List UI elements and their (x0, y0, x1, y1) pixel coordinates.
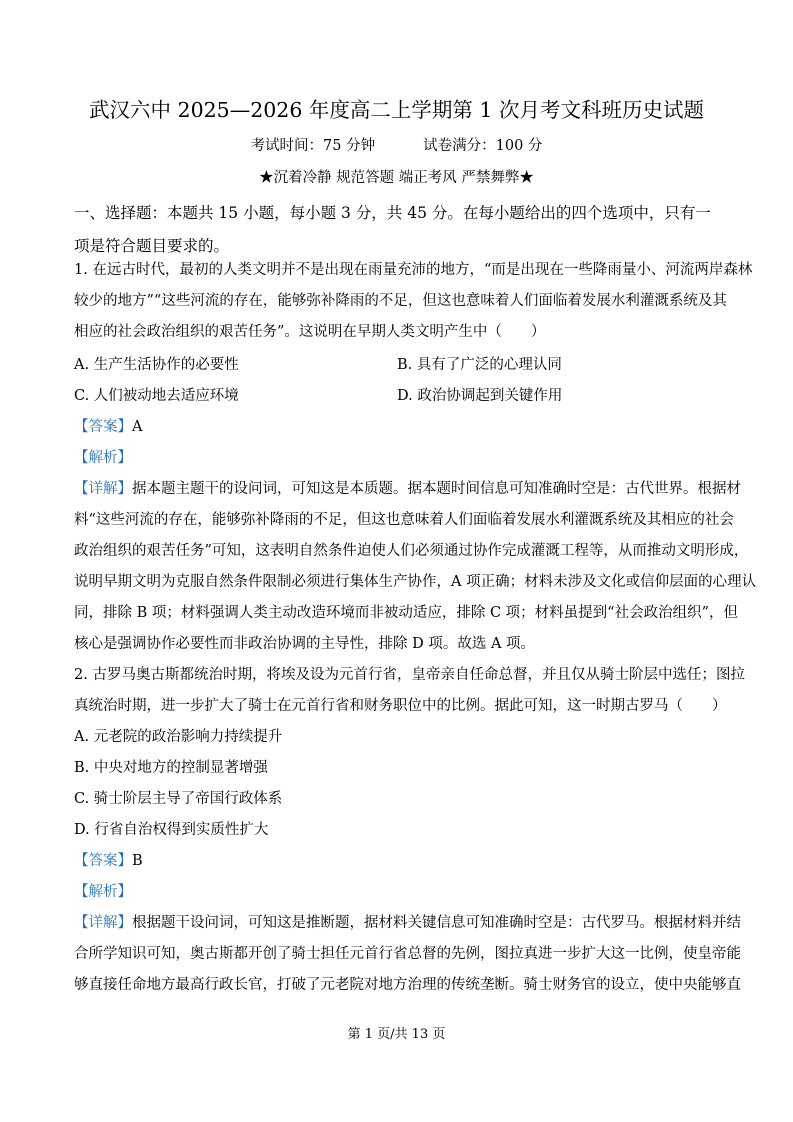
question-2-answer (74, 846, 720, 908)
stem-line: 较少的地方”“这些河流的存在，能够弥补降雨的不足，但这也意味着人们面临着发展水利灌溉系统及其 (74, 293, 727, 309)
exam-meta (0, 136, 793, 156)
detail-line: 料“这些河流的存在，能够弥补降雨的不足，但这也意味着人们面临着发展水利灌溉系统及其相应的社会 (74, 512, 734, 528)
option-b: B. 具有了广泛的心理认同 (397, 357, 562, 373)
detail-line: 够直接任命地方最高行政长官，打破了元老院对地方治理的传统垄断。骑士财务官的设立，使中央能够直 (74, 977, 741, 993)
page-footer: 第 1 页/共 13 页 (347, 1027, 446, 1042)
option-b: B. 中央对地方的控制显著增强 (74, 760, 268, 776)
detail-line: 政治组织的艰苦任务”可知，这表明自然条件迫使人们必须通过协作完成灌溉工程等，从而推动文明形成， (74, 543, 749, 559)
detail-line: 说明早期文明为克服自然条件限制必须进行集体生产协作，A 项正确；材料未涉及文化或信仰层面的心理认 (74, 574, 757, 590)
detail-tag: 【详解】 (74, 481, 132, 497)
option-d: D. 政治协调起到关键作用 (397, 388, 563, 404)
section-heading-line: 一、选择题：本题共 15 小题，每小题 3 分，共 45 分。在每小题给出的四个选项中，只有一 (74, 204, 711, 222)
question-2-options (74, 722, 720, 846)
exam-motto: ★沉着冷静 规范答题 端正考风 严禁舞弊★ (259, 170, 534, 186)
question-1-stem (74, 255, 753, 348)
detail-line: 合所学知识可知，奥古斯都开创了骑士担任元首行省总督的先例，图拉真进一步扩大这一比例，使皇帝能 (74, 946, 741, 962)
answer-value: B (132, 853, 143, 869)
answer-tag: 【答案】 (74, 419, 132, 435)
stem-line: 1. 在远古时代，最初的人类文明并不是出现在雨量充沛的地方，“而是出现在一些降雨量小、河流两岸森林 (74, 262, 753, 278)
stem-line: 相应的社会政治组织的艰苦任务”。这说明在早期人类文明产生中（ ） (74, 324, 546, 340)
option-d: D. 行省自治权得到实质性扩大 (74, 822, 269, 838)
section-heading-line: 项是符合题目要求的。 (74, 237, 230, 255)
stem-line: 真统治时期，进一步扩大了骑士在元首行省和财务职位中的比例。据此可知，这一时期古罗马（ ） (74, 698, 727, 714)
option-a: A. 生产生活协作的必要性 (74, 357, 239, 373)
exam-time: 考试时间：75 分钟 (250, 138, 376, 154)
stem-line: 2. 古罗马奥古斯都统治时期，将埃及设为元首行省，皇帝亲自任命总督，并且仅从骑士阶层中选任；图拉 (74, 667, 745, 683)
option-a: A. 元老院的政治影响力持续提升 (74, 729, 283, 745)
option-c: C. 骑士阶层主导了帝国行政体系 (74, 791, 283, 807)
page-title: 武汉六中 2025—2026 年度高二上学期第 1 次月考文科班历史试题 (89, 98, 704, 122)
detail-line: 核心是强调协作必要性而非政治协调的主导性，排除 D 项。故选 A 项。 (74, 636, 536, 652)
option-c: C. 人们被动地去适应环境 (74, 388, 239, 404)
detail-tag: 【详解】 (74, 915, 132, 931)
question-1-answer (74, 412, 720, 474)
question-2-stem (74, 660, 745, 722)
detail-line: 同，排除 B 项；材料强调人类主动改造环境而非被动适应，排除 C 项；材料虽提到“社会政治组织”，但 (74, 605, 739, 621)
analysis-tag: 【解析】 (74, 884, 132, 900)
answer-value: A (132, 419, 143, 435)
detail-line: 根据题干设问词，可知这是推断题，据材料关键信息可知准确时空是：古代罗马。根据材料并结 (132, 915, 741, 931)
question-1-detail (74, 474, 757, 660)
section-heading (74, 197, 720, 263)
question-1-options (74, 350, 720, 412)
full-score: 试卷满分：100 分 (423, 138, 543, 154)
detail-line: 据本题主题干的设问词，可知这是本质题。据本题时间信息可知准确时空是：古代世界。根据材 (132, 481, 741, 497)
analysis-tag: 【解析】 (74, 450, 132, 466)
answer-tag: 【答案】 (74, 853, 132, 869)
question-2-detail (74, 908, 741, 1001)
